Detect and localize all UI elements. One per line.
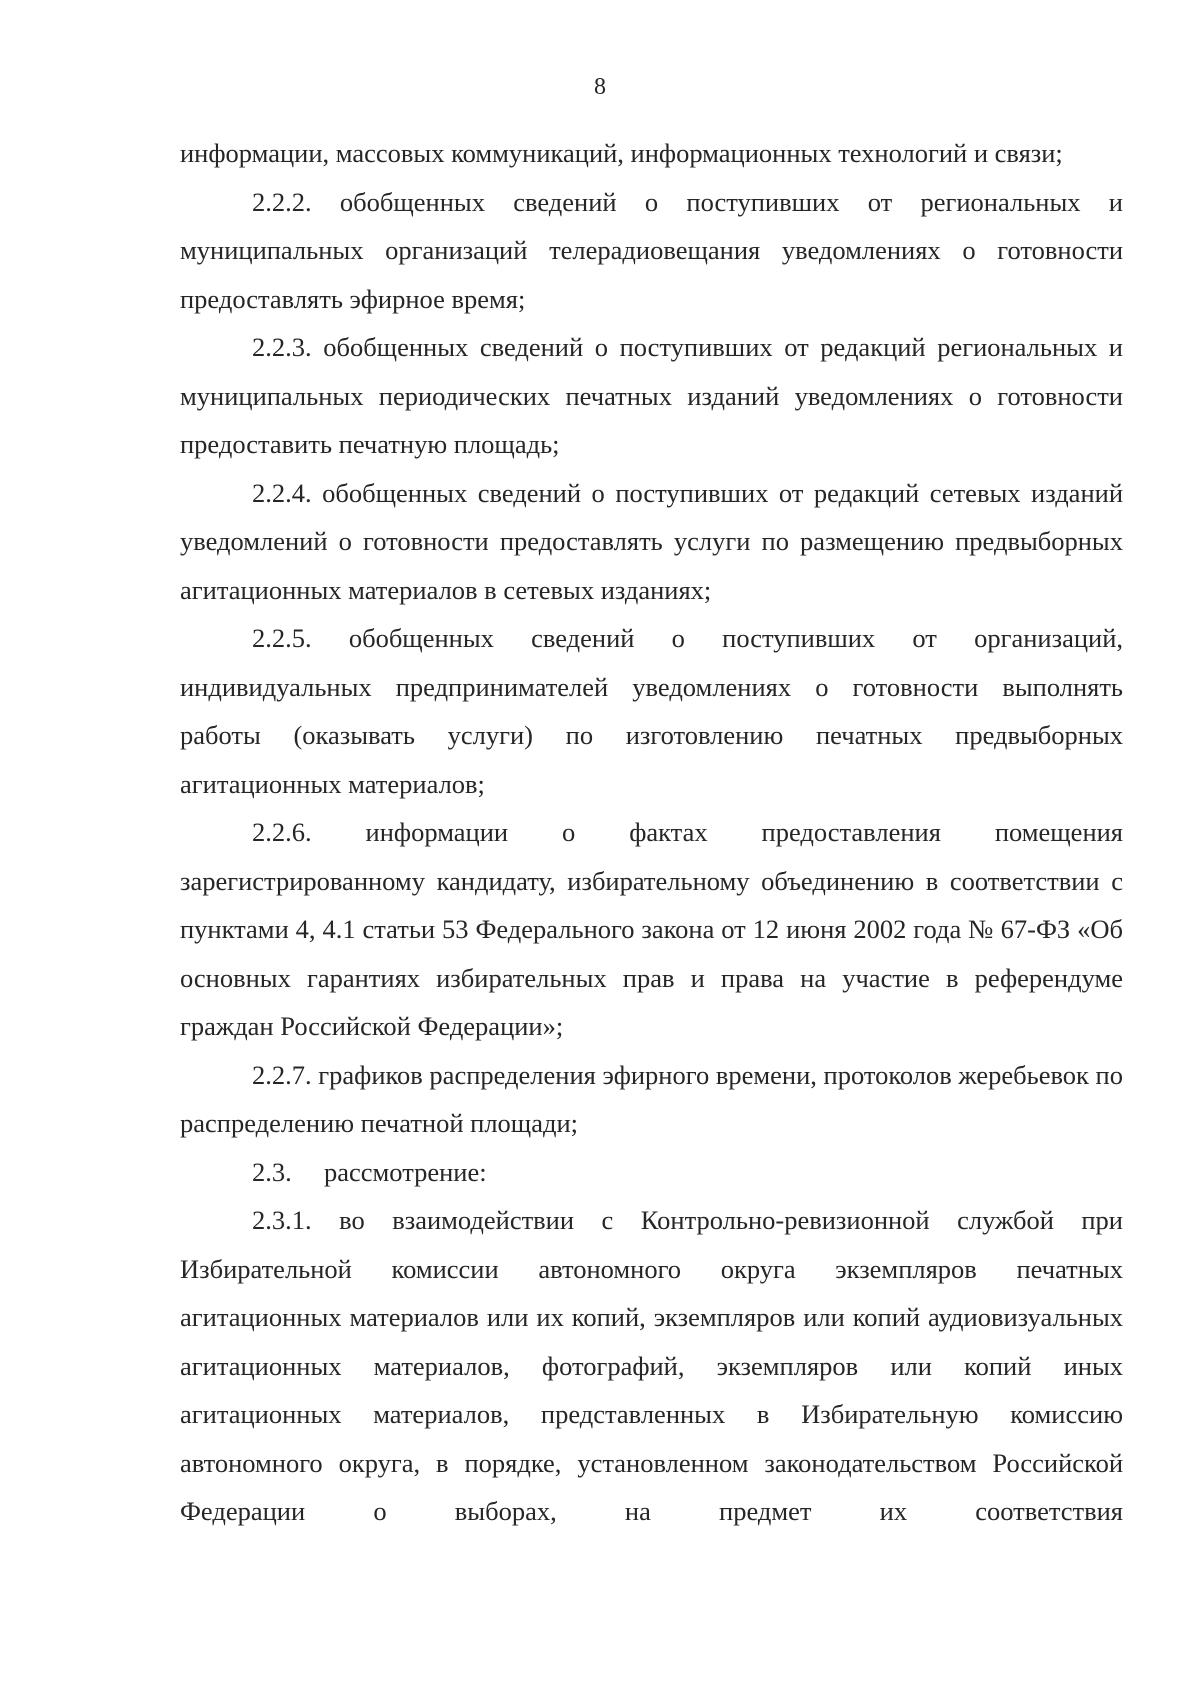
paragraph-2-3-1: 2.3.1. во взаимодействии с Контрольно-ревизионной службой при Избирательной комиссии автономного округа экземпляров печатных агитационных материалов или их копий, экземпляров или копий аудиовизуальных агитационных материалов, фотографий, экземпляров или копий иных агитационных материалов, представленных в Избирательную комиссию автономного округа, в порядке, установленном законодательством Российской Федерации о выборах, на предмет их соответствия <box>180 1205 1123 1526</box>
paragraph-2-2-7: 2.2.7. графиков распределения эфирного времени, протоколов жеребьевок по распределению печатной площади; <box>180 1059 1123 1138</box>
paragraph-2-2-6: 2.2.6. информации о фактах предоставления помещения зарегистрированному кандидату, избирательному объединению в соответствии с пунктами 4, 4.1 статьи 53 Федерального закона от 12 июня 2002 года № 67-ФЗ «Об основных гарантиях избирательных прав и права на участие в референдуме граждан Российской Федерации»; <box>180 817 1123 1041</box>
paragraph-continuation: информации, массовых коммуникаций, информационных технологий и связи; <box>180 138 1063 168</box>
page-number: 8 <box>594 74 606 100</box>
paragraph-2-3-number: 2.3. <box>252 1156 292 1187</box>
paragraph-2-2-2: 2.2.2. обобщенных сведений о поступивших от региональных и муниципальных организаций телерадиовещания уведомлениях о готовности предоставлять эфирное время; <box>180 186 1123 314</box>
paragraph-2-2-5: 2.2.5. обобщенных сведений о поступивших от организаций, индивидуальных предпринимателей уведомлениях о готовности выполнять работы (оказывать услуги) по изготовлению печатных предвыборных агитационных материалов; <box>180 623 1123 799</box>
document-body <box>180 129 1123 1536</box>
paragraph-2-3 <box>180 1148 1123 1197</box>
paragraph-2-2-3: 2.2.3. обобщенных сведений о поступивших от редакций региональных и муниципальных периодических печатных изданий уведомлениях о готовности предоставить печатную площадь; <box>180 332 1123 459</box>
paragraph-2-3-text: рассмотрение: <box>324 1156 487 1187</box>
paragraph-2-2-4: 2.2.4. обобщенных сведений о поступивших от редакций сетевых изданий уведомлений о готовности предоставлять услуги по размещению предвыборных агитационных материалов в сетевых изданиях; <box>180 477 1123 605</box>
